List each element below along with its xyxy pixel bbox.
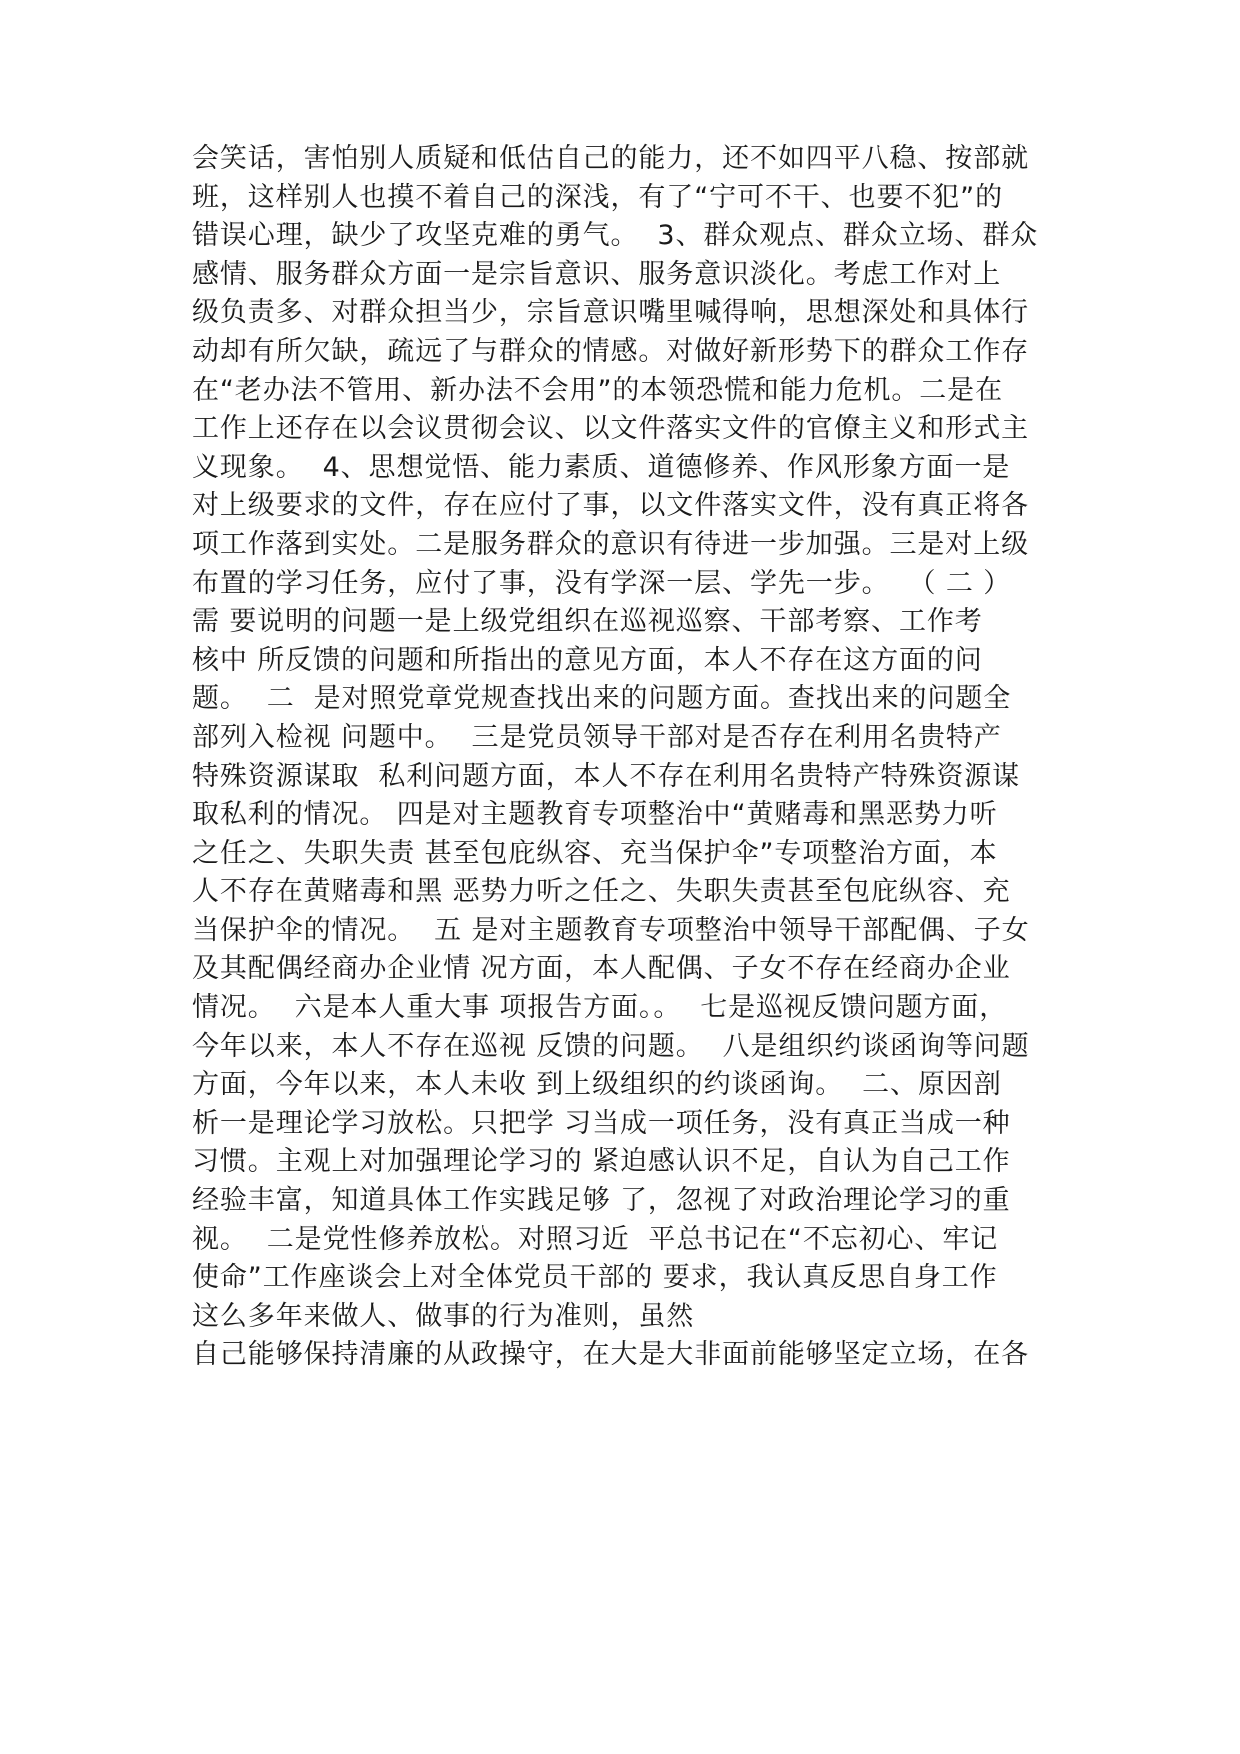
text-line: 会笑话，害怕别人质疑和低估自己的能力，还不如四平八稳、按部就	[192, 143, 1029, 174]
text-line: 习惯。主观上对加强理论学习的 紧迫感认识不足，自认为自己工作	[192, 1146, 1011, 1178]
text-line: 今年以来，本人不存在巡视 反馈的问题。 八是组织约谈函询等问题	[192, 1030, 1030, 1062]
text-line: 取私利的情况。 四是对主题教育专项整治中“黄赌毒和黑恶势力听	[192, 799, 998, 831]
text-line: 在“老办法不管用、新办法不会用”的本领恐慌和能力危机。二是在	[192, 374, 1003, 406]
text-line: 需 要说明的问题一是上级党组织在巡视巡察、干部考察、工作考	[192, 606, 983, 638]
text-line: 情况。 六是本人重大事 项报告方面。。 七是巡视反馈问题方面，	[192, 992, 1008, 1024]
text-line: 对上级要求的文件，存在应付了事，以文件落实文件，没有真正将各	[192, 490, 1029, 522]
body-text	[192, 140, 1052, 1375]
text-line: 工作上还存在以会议贯彻会议、以文件落实文件的官僚主义和形式主	[192, 413, 1029, 445]
text-line: 析一是理论学习放松。只把学 习当成一项任务，没有真正当成一种	[192, 1107, 1011, 1139]
text-line: 及其配偶经商办企业情 况方面，本人配偶、子女不存在经商办企业	[192, 953, 1011, 985]
text-line: 班，这样别人也摸不着自己的深浅，有了“宁可不干、也要不犯”的	[192, 181, 1003, 213]
text-line: 动却有所欠缺，疏远了与群众的情感。对做好新形势下的群众工作存	[192, 335, 1029, 367]
text-line: 错误心理，缺少了攻坚克难的勇气。 3、群众观点、群众立场、群众	[192, 220, 1039, 252]
text-line: 项工作落到实处。二是服务群众的意识有待进一步加强。三是对上级	[192, 528, 1029, 560]
text-line: 布置的学习任务，应付了事，没有学深一层、学先一步。 （ 二 ）	[192, 567, 1012, 599]
text-line: 感情、服务群众方面一是宗旨意识、服务意识淡化。考虑工作对上	[192, 258, 1002, 290]
text-line: 之任之、失职失责 甚至包庇纵容、充当保护伞”专项整治方面，本	[192, 837, 998, 869]
text-line: 级负责多、对群众担当少，宗旨意识嘴里喊得响，思想深处和具体行	[192, 297, 1029, 329]
text-line: 核中 所反馈的问题和所指出的意见方面，本人不存在这方面的问	[192, 644, 983, 676]
text-line: 特殊资源谋取 私利问题方面，本人不存在利用名贵特产特殊资源谋	[192, 760, 1021, 792]
text-line: 人不存在黄赌毒和黑 恶势力听之任之、失职失责甚至包庇纵容、充	[192, 876, 1011, 908]
text-line: 部列入检视 问题中。 三是党员领导干部对是否存在利用名贵特产	[192, 721, 1002, 753]
text-line: 当保护伞的情况。 五 是对主题教育专项整治中领导干部配偶、子女	[192, 914, 1030, 946]
text-line: 视。 二是党性修养放松。对照习近 平总书记在“不忘初心、牢记	[192, 1223, 999, 1255]
text-line: 使命”工作座谈会上对全体党员干部的 要求，我认真反思自身工作	[192, 1262, 998, 1294]
text-line: 经验丰富，知道具体工作实践足够 了，忽视了对政治理论学习的重	[192, 1185, 1011, 1217]
text-line: 自己能够保持清廉的从政操守，在大是大非面前能够坚定立场，在各	[192, 1339, 1029, 1371]
text-line: 方面，今年以来，本人未收 到上级组织的约谈函询。 二、原因剖	[192, 1069, 1002, 1101]
text-line: 义现象。 4、思想觉悟、能力素质、道德修养、作风形象方面一是	[192, 451, 1011, 483]
text-line: 这么多年来做人、做事的行为准则，虽然	[192, 1300, 695, 1332]
text-line: 题。 二 是对照党章党规查找出来的问题方面。查找出来的问题全	[192, 683, 1012, 715]
